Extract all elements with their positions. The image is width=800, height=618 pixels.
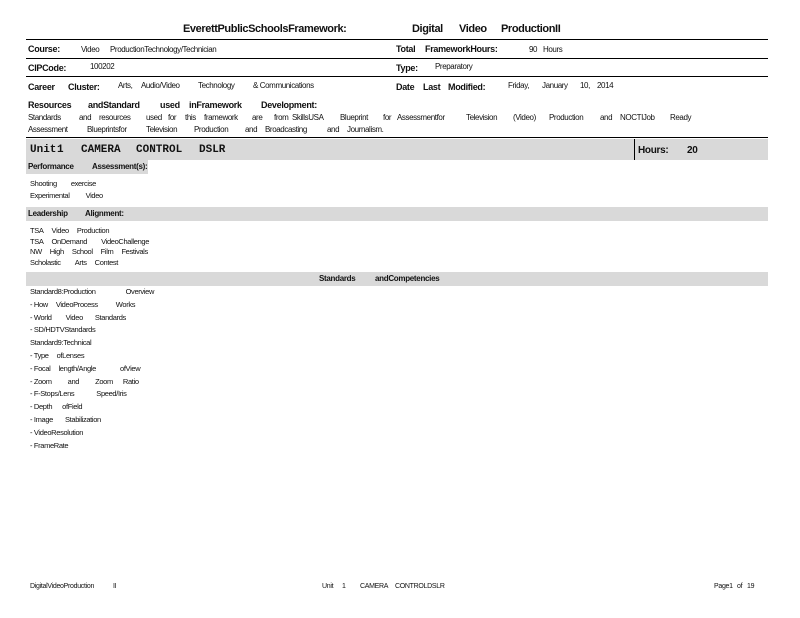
resources-line-2-word: Assessment <box>28 125 68 134</box>
resources-line-1-word: Assessmentfor <box>397 113 445 122</box>
resources-line-1-word: Production <box>549 113 584 122</box>
resources-line-2-word: Television <box>146 125 178 134</box>
standards-item-text: ofField <box>62 402 83 412</box>
resources-line-2-word: Journalism. <box>347 125 384 134</box>
standards-item-text: - Depth <box>30 402 53 412</box>
modified-label: Modified: <box>448 82 486 92</box>
standards-heading-2: andCompetencies <box>375 274 440 283</box>
resources-line-1-word: for <box>383 113 392 122</box>
performance-item-text: Video <box>85 191 103 200</box>
hours-unit: Hours <box>543 45 563 54</box>
standards-item-text: - FrameRate <box>30 440 69 450</box>
framework-title: EverettPublicSchoolsFramework: <box>183 23 347 35</box>
standards-item-text: Stabilization <box>64 414 101 424</box>
resources-line-1-word: resources <box>99 113 131 122</box>
total-label: Total <box>396 44 416 54</box>
performance-item-text: Shooting <box>30 179 57 188</box>
leadership-band <box>26 207 768 221</box>
resources-line-1-word: NOCTIJob <box>620 113 655 122</box>
cip-value: 100202 <box>90 62 115 71</box>
unit-hours-label: Hours: <box>638 145 669 156</box>
cluster-value-1: Arts, <box>118 81 133 90</box>
rule-2 <box>26 76 768 77</box>
resources-heading-4: inFramework <box>189 100 242 110</box>
unit-number: 1 <box>57 144 64 156</box>
standards-item-text: Works <box>115 299 136 309</box>
standards-item-text: Standard9:Technical <box>30 338 92 348</box>
standards-item-text: Speed/Iris <box>96 389 127 399</box>
resources-line-1-word: used <box>146 113 162 122</box>
footer-of: of <box>737 583 743 590</box>
resources-line-1-word: this <box>185 113 196 122</box>
standards-item-text: Overview <box>125 287 155 296</box>
leadership-item-text: Video <box>51 226 69 235</box>
leadership-item-text: Arts <box>74 257 87 267</box>
leadership-item <box>30 247 157 258</box>
resources-line-1-word: Standards <box>28 113 61 122</box>
course-title-word-3: ProductionII <box>501 23 561 35</box>
resources-heading-1: Resources <box>28 100 72 110</box>
standards-item-text: - Zoom <box>30 376 52 386</box>
performance-item <box>30 178 111 190</box>
leadership-item-text: NW <box>30 247 42 256</box>
type-value: Preparatory <box>435 62 473 71</box>
cluster-value-3: Technology <box>198 81 235 90</box>
leadership-item <box>30 226 157 237</box>
leadership-heading-2: Alignment: <box>85 209 124 218</box>
resources-line-1-word: and <box>600 113 613 122</box>
standards-item <box>30 312 162 325</box>
leadership-item-text: TSA <box>30 236 44 246</box>
resources-line-1-word: are <box>252 113 263 122</box>
footer-course: DigitalVideoProduction <box>30 583 95 590</box>
standards-item-text: - F-Stops/Lens <box>30 389 75 399</box>
leadership-item-text: TSA <box>30 226 44 235</box>
standards-item <box>30 414 162 427</box>
leadership-item-text: Film <box>100 247 114 256</box>
resources-line-2-word: Blueprintsfor <box>87 125 127 134</box>
cip-label: CIPCode: <box>28 63 67 73</box>
performance-list <box>30 178 111 202</box>
resources-heading-3: used <box>160 100 180 110</box>
hours-value: 90 <box>529 45 538 54</box>
standards-item-text: Ratio <box>122 376 139 386</box>
leadership-item-text: School <box>71 247 93 256</box>
standards-item-text: - Focal <box>30 363 51 373</box>
standards-item <box>30 337 162 350</box>
resources-line-1-word: from <box>274 113 289 122</box>
standards-item-text: Video <box>65 312 83 322</box>
leadership-item <box>30 237 157 248</box>
performance-item-text: exercise <box>70 179 96 188</box>
standards-heading-1: Standards <box>319 274 356 283</box>
footer-page-label: Page1 <box>714 583 733 590</box>
resources-line-1-word: Ready <box>670 113 692 122</box>
standards-item <box>30 440 162 453</box>
leadership-item-text: VideoChallenge <box>101 236 150 246</box>
type-label: Type: <box>396 63 418 73</box>
resources-line-1-word: Television <box>466 113 498 122</box>
unit-hours-divider <box>634 139 635 160</box>
course-title-word-1: Digital <box>412 23 443 35</box>
resources-line-1-word: (Video) <box>513 113 536 122</box>
date-label: Date <box>396 82 415 92</box>
framework-hours-label: FrameworkHours: <box>425 44 498 54</box>
date-value-1: Friday, <box>508 81 530 90</box>
unit-label: Unit <box>30 144 57 156</box>
resources-line-1-word: and <box>79 113 92 122</box>
rule-1 <box>26 58 768 59</box>
standards-item-text: length/Angle <box>58 363 96 373</box>
footer-unit-number: 1 <box>342 583 346 590</box>
unit-title-word-2: CONTROL <box>136 144 183 156</box>
date-value-2: January <box>542 81 568 90</box>
standards-list <box>30 286 162 452</box>
standards-item <box>30 299 162 312</box>
rule-3 <box>26 137 768 138</box>
resources-heading-2: andStandard <box>88 100 140 110</box>
leadership-item <box>30 258 157 269</box>
standards-item-text: - Type <box>30 350 49 360</box>
standards-item <box>30 427 162 440</box>
standards-item <box>30 286 162 299</box>
standards-item-text: Standard8:Production <box>30 287 96 296</box>
unit-title-word-1: CAMERA <box>81 144 121 156</box>
resources-line-1-word: SkillsUSA <box>292 113 324 122</box>
footer-unit-word-1: CAMERA <box>360 583 389 590</box>
leadership-item-text: OnDemand <box>51 236 88 246</box>
standards-item-text: and <box>67 376 80 386</box>
standards-item-text: - SD/HDTVStandards <box>30 325 96 335</box>
resources-line-2-word: Broadcasting <box>265 125 307 134</box>
standards-item-text: ofLenses <box>56 350 85 360</box>
standards-item-text: - World <box>30 312 52 322</box>
standards-item <box>30 324 162 337</box>
leadership-item-text: Production <box>76 226 110 235</box>
cluster-value-4: & Communications <box>253 81 314 90</box>
unit-hours-value: 20 <box>687 145 698 156</box>
resources-line-1-word: Blueprint <box>340 113 368 122</box>
standards-item <box>30 363 162 376</box>
career-label: Career <box>28 82 55 92</box>
standards-item-text: - How <box>30 299 48 309</box>
standards-item-text: ofView <box>120 363 141 373</box>
leadership-heading-1: Leadership <box>28 209 68 218</box>
course-label: Course: <box>28 44 60 54</box>
date-value-4: 2014 <box>597 81 614 90</box>
course-value-2: ProductionTechnology/Technician <box>110 45 217 54</box>
performance-item-text: Experimental <box>30 191 70 200</box>
resources-line-2-word: and <box>327 125 340 134</box>
footer-total-pages: 19 <box>747 583 755 590</box>
resources-line-1-word: for <box>168 113 177 122</box>
cluster-label: Cluster: <box>68 82 100 92</box>
resources-line-2-word: Production <box>194 125 229 134</box>
performance-item <box>30 190 111 202</box>
leadership-list <box>30 226 157 268</box>
last-label: Last <box>423 82 441 92</box>
course-title-word-2: Video <box>459 23 487 35</box>
standards-item-text: - VideoResolution <box>30 427 84 437</box>
footer-unit-word-2: CONTROLDSLR <box>395 583 445 590</box>
resources-heading-5: Development: <box>261 100 317 110</box>
resources-line-1-word: framework <box>204 113 238 122</box>
performance-heading-2: Assessment(s): <box>92 162 148 171</box>
date-value-3: 10, <box>580 81 590 90</box>
standards-item-text: VideoProcess <box>55 299 98 309</box>
standards-item <box>30 376 162 389</box>
standards-item <box>30 388 162 401</box>
footer-unit-label: Unit <box>322 583 334 590</box>
footer-course-level: II <box>113 583 117 590</box>
cluster-value-2: Audio/Video <box>141 81 180 90</box>
leadership-item-text: Contest <box>94 257 119 267</box>
performance-heading-1: Performance <box>28 162 74 171</box>
resources-line-2-word: and <box>245 125 258 134</box>
leadership-item-text: Festivals <box>121 247 148 256</box>
rule-top <box>26 39 768 40</box>
standards-item-text: - Image <box>30 414 53 424</box>
standards-item-text: Standards <box>94 312 126 322</box>
unit-title-word-3: DSLR <box>199 144 226 156</box>
standards-item <box>30 401 162 414</box>
course-value-1: Video <box>81 45 100 54</box>
standards-item <box>30 350 162 363</box>
leadership-item-text: High <box>49 247 64 256</box>
standards-item-text: Zoom <box>95 376 113 386</box>
leadership-item-text: Scholastic <box>30 257 61 267</box>
